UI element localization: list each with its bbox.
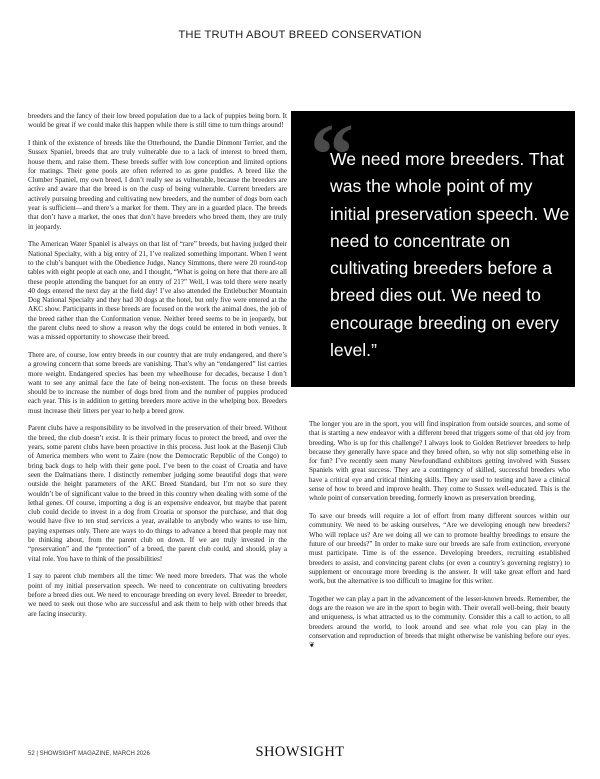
quote-mark-icon: “: [310, 107, 354, 204]
right-column: [309, 420, 570, 659]
pull-quote-text: We need more breeders. That was the whole point of my initial preservation speech. We need to concentrate on cultivating breeders before a breed dies out. We need to encourage breeding on every level.”: [330, 149, 570, 361]
paragraph: I think of the existence of breeds like the Otterhound, the Dandie Dinmont Terrier, and the Sussex Spaniel, breeds that are truly vulnerable due to a lack of interest to breed them, house them, and raise them. These breeds suffer with low conception and limited options for matings. Their gene pools are often referred to as gene puddles. A breed like the Clumber Spaniel, my own breed, I don’t really see as vulnerable, because the breeders are active and aware that the breed is on the cusp of being vulnerable. Current breeders are actively pursuing breeding and cultivating new breeders, and the number of dogs born each year is sufficient—and there’s a market for them. They are in a guarded place. The breeds that don’t have a market, the ones that don’t have breeders who breed them, they are truly in jeopardy.: [28, 138, 287, 231]
paragraph: Together we can play a part in the advancement of the lesser-known breeds. Remember, the dogs are the reason we are in the sport to begin with. Their overall well-being, their beauty and uniqueness, is what attracted us to the community. Consider this a call to action, to all breeders around the world, to look around and see what role you can play in the conservation and reproduction of breeds that might otherwise be vanishing before our eyes. ❦: [309, 594, 570, 650]
left-column: [28, 112, 287, 627]
magazine-logo: SHOWSIGHT: [255, 744, 345, 760]
paragraph: Parent clubs have a responsibility to be involved in the preservation of their breed. Without the breed, the club doesn’t exist. It is their primary focus to protect the breed, and over the years, some parent clubs have been proactive in this process. Just look at the Basenji Club of America members who went to Zaire (now the Democratic Republic of the Congo) to bring back dogs to help with their gene pool. I’ve been to the coast of Croatia and have seen the Dalmatians there. I distinctly remember judging some beautiful dogs that were outside the height parameters of the AKC Breed Standard, but I’m not so sure they wouldn’t be of significant value to the breed in this country when dealing with some of the lethal genes. Of course, importing a dog is an expensive endeavor, but maybe that parent club could decide to invest in a dog from Croatia or sponsor the purchase, and that dog would have five to ten stud services a year, available to anybody who wants to use him, paying expenses only. There are ways to do things to advance a breed that people may not be thinking about, from the parent club on down. If we are truly invested in the “preservation” and the “protection” of a breed, the parent club could, and should, play a vital role. You have to think of the possibilities!: [28, 424, 287, 563]
page-number-label: 52 | SHOWSIGHT MAGAZINE, MARCH 2026: [28, 751, 150, 757]
paragraph: breeders and the fancy of their low breed population due to a lack of puppies being born. It would be great if we could make this happen while there is still time to turn things around!: [28, 112, 287, 130]
paragraph: The American Water Spaniel is always on that list of “rare” breeds, but having judged their National Specialty, with a big entry of 21, I’ve realized something important. When I went to the club’s banquet with the Obedience Judge, Nancy Simmons, there were 20 round-top tables with eight people at each one, and I thought, “What is going on here that there are all these people attending the banquet for an entry of 21?” Well, I was told there were nearly 40 dogs entered the next day at the field day! I’ve also attended the Entlebucher Mountain Dog National Specialty and they had 30 dogs at the hotel, but only five were entered at the AKC show. Participants in these breeds are focused on the work the animal does, the job of the breed rather than the Conformation venue. Neither breed seems to be in jeopardy, but the parent clubs need to show a reason why the dogs could be entered in both venues. It was a missed opportunity to showcase their breed.: [28, 240, 287, 342]
paragraph: I say to parent club members all the time: We need more breeders. That was the whole point of my initial preservation speech. We need to concentrate on cultivating breeders before a breed dies out. We need to encourage breeding on every level. Breeder to breeder, we need to seek out those who are successful and ask them to help with other breeds that are facing insecurity.: [28, 572, 287, 618]
paragraph: There are, of course, low entry breeds in our country that are truly endangered, and there’s a growing concern that some breeds are vanishing. That’s why an “endangered” list carries more weight. Endangered species has been my wheelhouse for decades, because I don’t want to see any animal face the fate of being non-existent. The focus on these breeds should be to increase the number of dogs bred from and the number of puppies produced each year. This is in addition to getting breeders more active in the whelping box. Breeders must increase their litters per year to help a breed grow.: [28, 351, 287, 415]
running-header: THE TRUTH ABOUT BREED CONSERVATION: [178, 29, 422, 41]
paragraph: To save our breeds will require a lot of effort from many different sources within our community. We need to be asking ourselves, “Are we developing enough new breeders? Who will replace us? Are we doing all we can to promote healthy breedings to ensure the future of our breeds?” In order to make sure our breeds are safe from extinction, everyone must participate. Time is of the essence. Developing breeders, recruiting established breeders to assist, and convincing parent clubs (or even a country’s governing registry) to supplement or encourage more breeding is the answer. It will take great effort and hard work, but the alternative is too difficult to imagine for this writer.: [309, 512, 570, 586]
paragraph: The longer you are in the sport, you will find inspiration from outside sources, and some of that is starting a new endeavor with a different breed that triggers some of that old joy from breeding. Who is up for this challenge? I always look to Golden Retriever breeders to help because they generally have space and they breed often, so why not slip something else in for fun? I’ve recently seen many Newfoundland exhibitors getting involved with Sussex Spaniels with great success. They are a contingency of skilled, successful breeders who have a critical eye and critical thinking skills. They are used to testing and have a clinical sense of how to breed and improve health. They come to Sussex well-educated. This is the whole point of conservation breeding, formerly known as preservation breeding.: [309, 420, 570, 503]
